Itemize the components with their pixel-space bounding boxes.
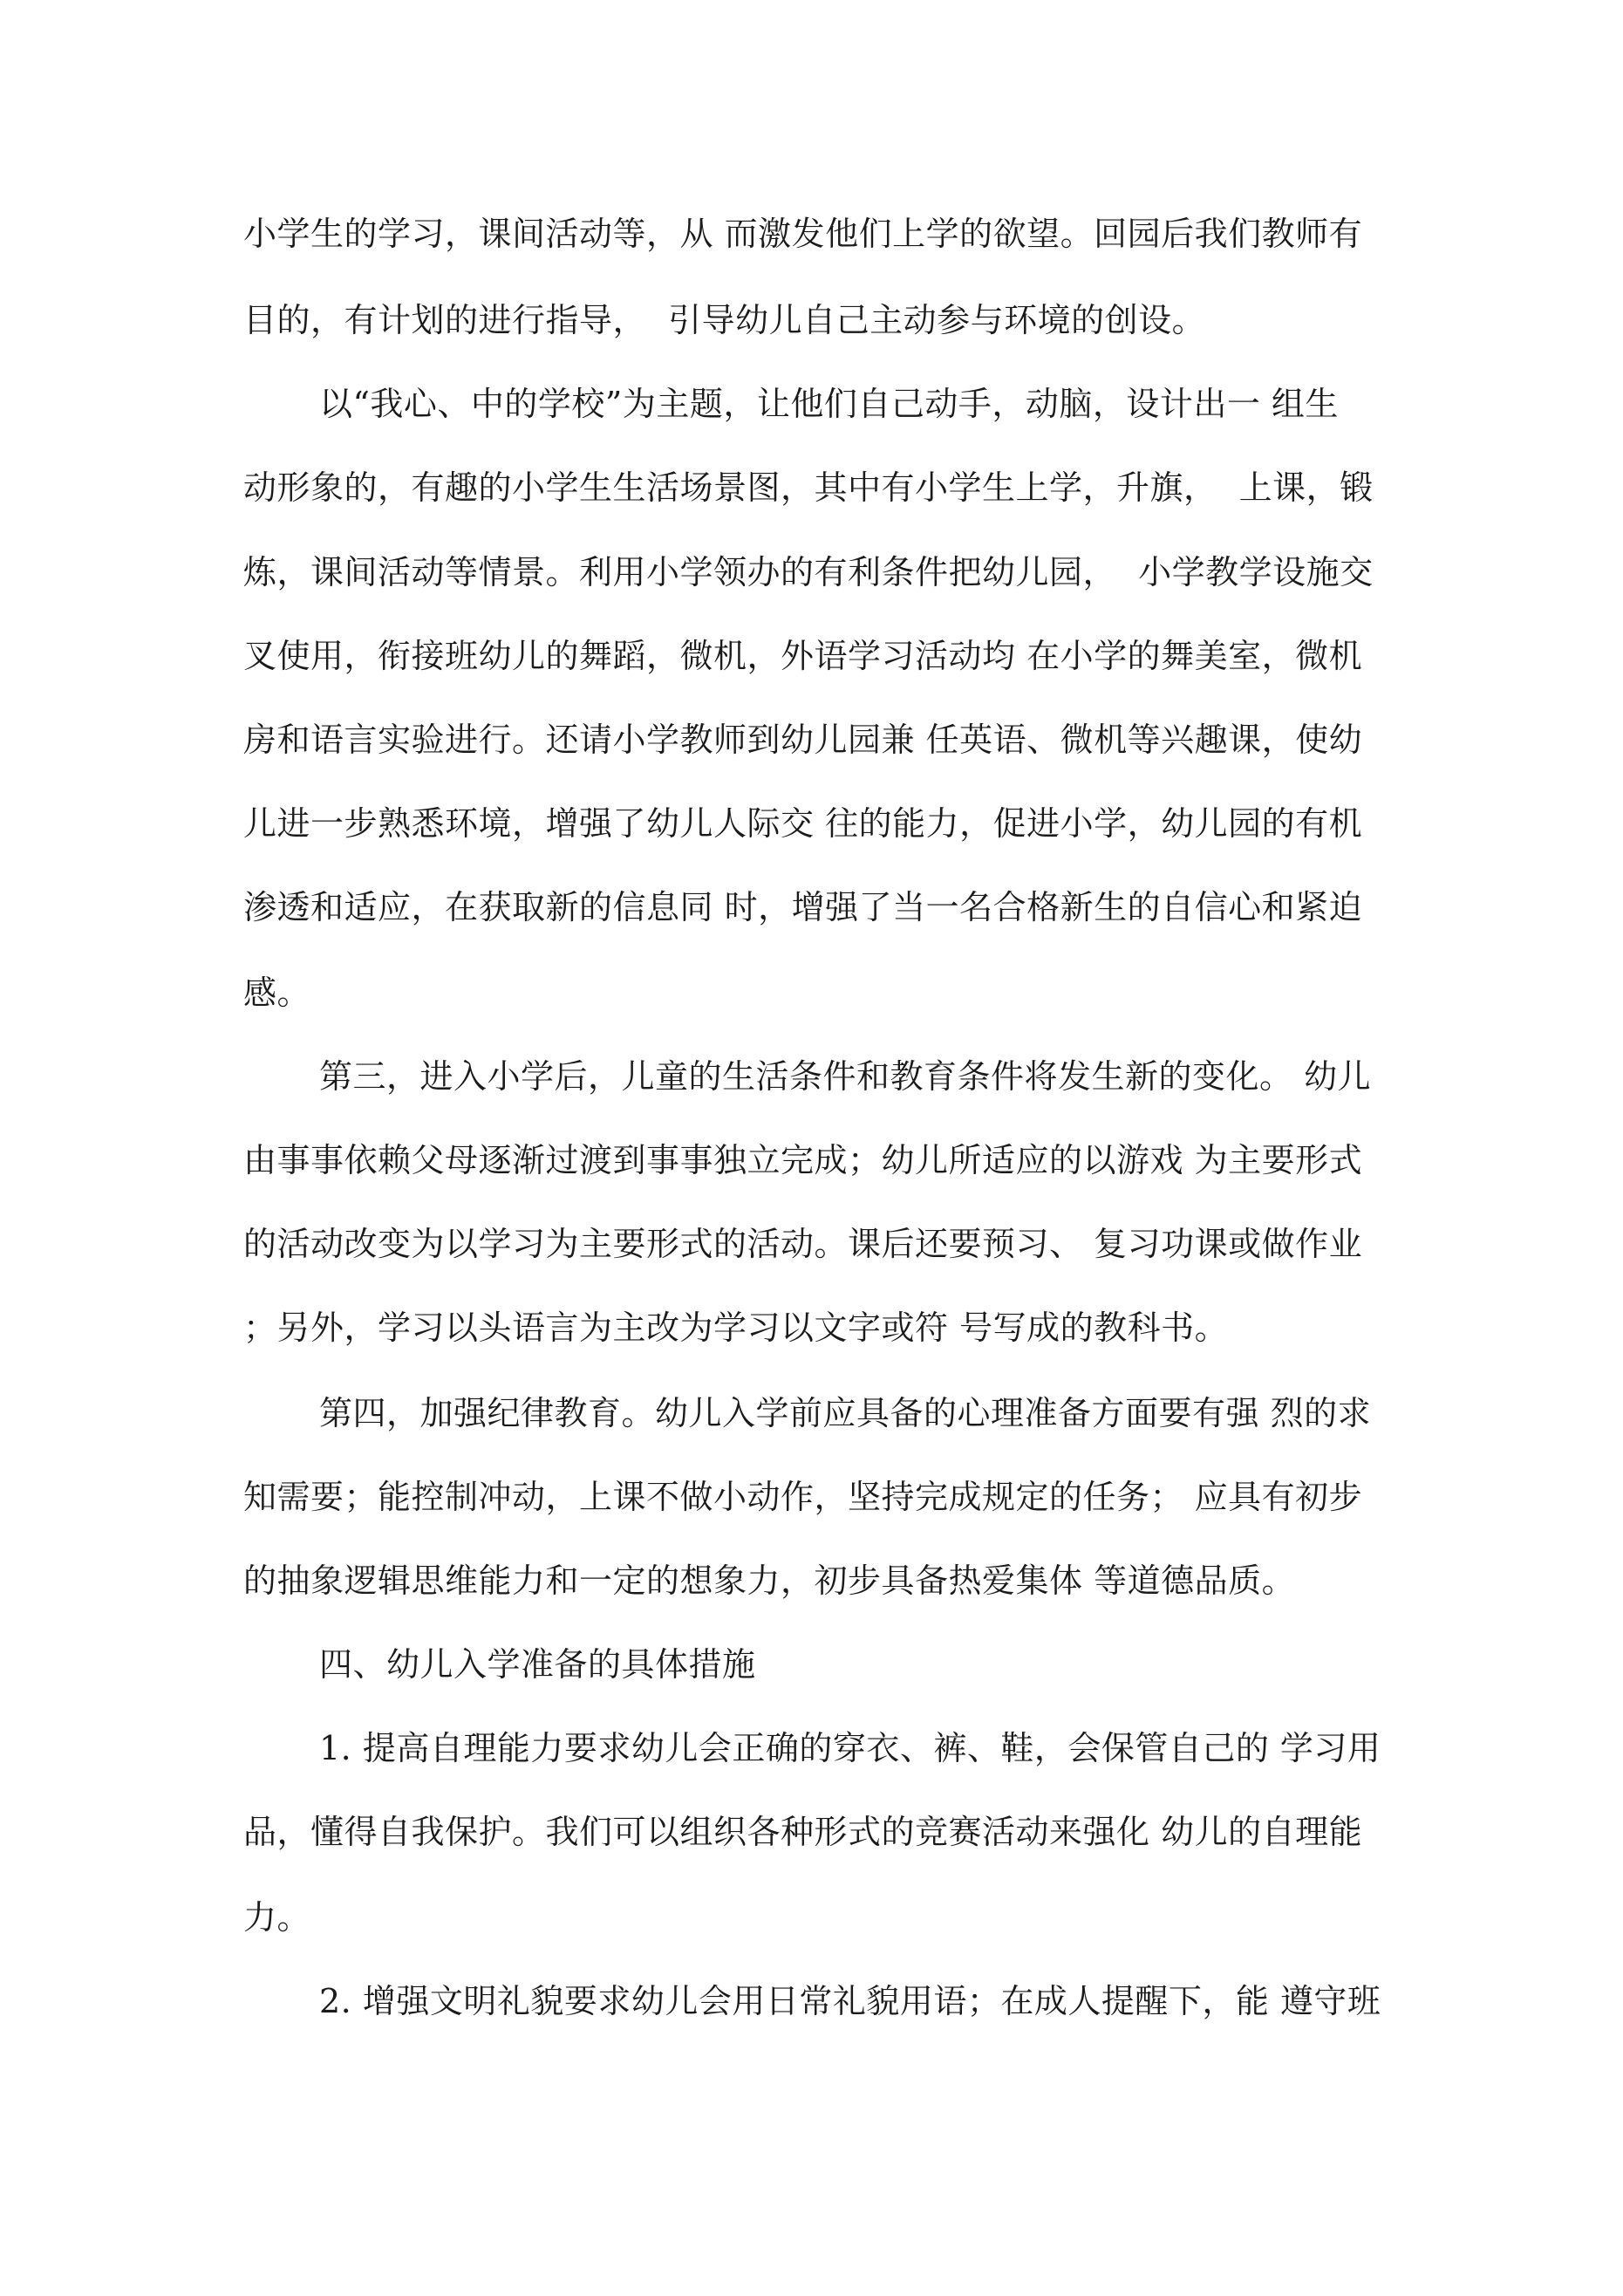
text-line: 炼，课间活动等情景。利用小学领办的有利条件把幼儿园， 小学教学设施交 xyxy=(243,553,1374,591)
text-line: 感。 xyxy=(243,974,311,1012)
text-line: 的抽象逻辑思维能力和一定的想象力，初步具备热爱集体 等道德品质。 xyxy=(243,1561,1296,1600)
text-line: 知需要；能控制冲动，上课不做小动作，坚持完成规定的任务； 应具有初步 xyxy=(243,1478,1363,1516)
text-line: ；另外，学习以头语言为主改为学习以文字或符 号写成的教科书。 xyxy=(243,1309,1229,1347)
text-line: 儿进一步熟悉环境，增强了幼儿人际交 往的能力，促进小学，幼儿园的有机 xyxy=(243,804,1363,843)
text-line: 1. 提高自理能力要求幼儿会正确的穿衣、裤、鞋，会保管自己的 学习用 xyxy=(319,1729,1381,1767)
text-line: 小学生的学习，课间活动等，从 而激发他们上学的欲望。回园后我们教师有 xyxy=(243,215,1363,253)
text-line: 动形象的，有趣的小学生生活场景图，其中有小学生上学，升旗， 上课，锻 xyxy=(243,468,1374,507)
text-line: 房和语言实验进行。还请小学教师到幼儿园兼 任英语、微机等兴趣课，使幼 xyxy=(243,721,1363,759)
text-line: 第四，加强纪律教育。幼儿入学前应具备的心理准备方面要有强 烈的求 xyxy=(319,1394,1372,1432)
text-line: 目的，有计划的进行指导， 引导幼儿自己主动参与环境的创设。 xyxy=(243,301,1206,339)
text-line: 由事事依赖父母逐渐过渡到事事独立完成；幼儿所适应的以游戏 为主要形式 xyxy=(243,1141,1363,1179)
text-line: 2. 增强文明礼貌要求幼儿会用日常礼貌用语；在成人提醒下，能 遵守班 xyxy=(319,1982,1381,2020)
text-line: 以“我心、中的学校”为主题，让他们自己动手，动脑，设计出一 组生 xyxy=(319,385,1339,423)
text-line: 力。 xyxy=(243,1898,311,1937)
text-line: 渗透和适应，在获取新的信息同 时，增强了当一名合格新生的自信心和紧迫 xyxy=(243,888,1363,926)
text-line: 的活动改变为以学习为主要形式的活动。课后还要预习、 复习功课或做作业 xyxy=(243,1225,1363,1263)
text-line: 叉使用，衔接班幼儿的舞蹈，微机，外语学习活动均 在小学的舞美室，微机 xyxy=(243,637,1363,675)
section-heading: 四、幼儿入学准备的具体措施 xyxy=(319,1645,756,1684)
text-line: 第三，进入小学后，儿童的生活条件和教育条件将发生新的变化。 幼儿 xyxy=(319,1057,1372,1096)
text-line: 品，懂得自我保护。我们可以组织各种形式的竞赛活动来强化 幼儿的自理能 xyxy=(243,1813,1363,1851)
